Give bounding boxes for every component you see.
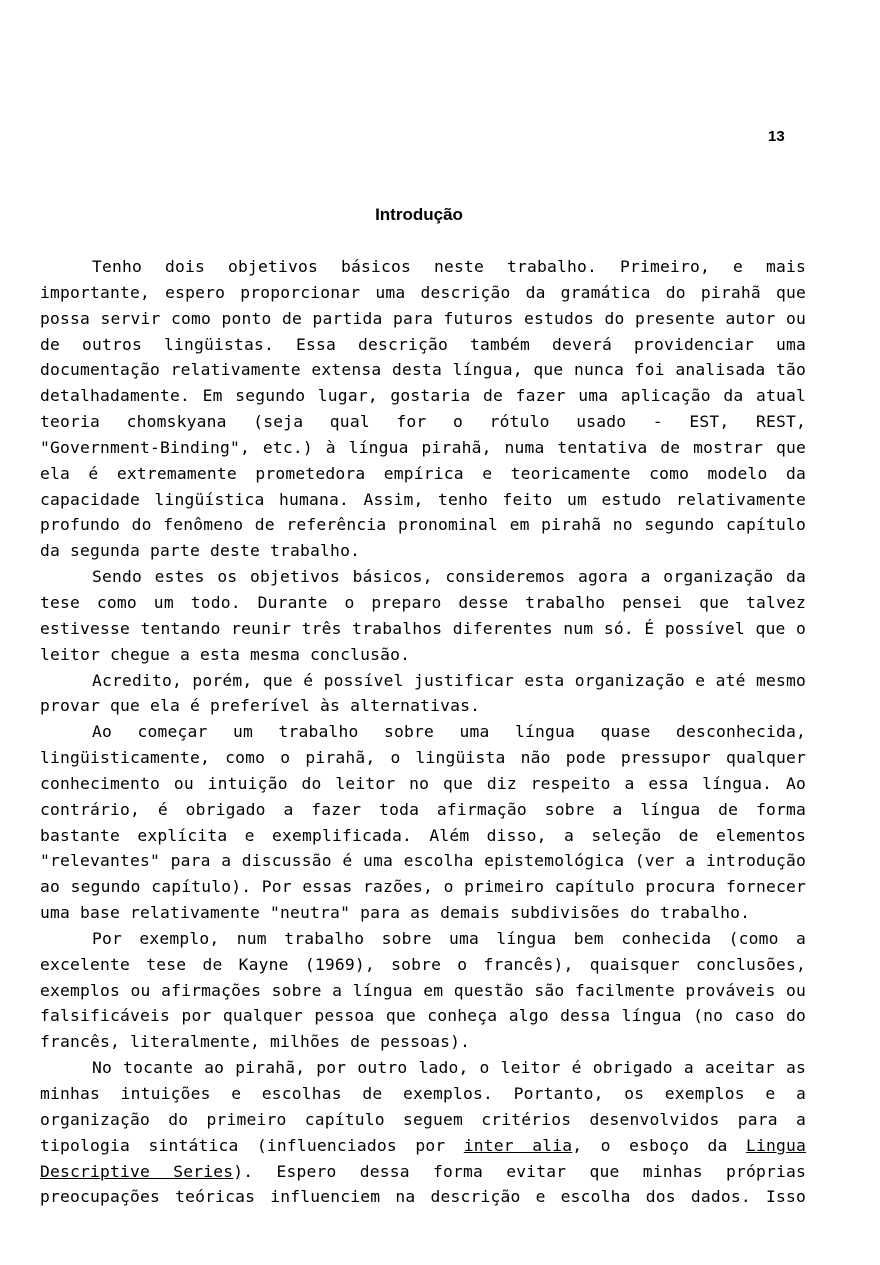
text-line: possa servir como ponto de partida para futuros estudos do presente autor ou [40,308,806,328]
text-fragment: ). Espero dessa forma evitar que minhas próprias [233,1161,806,1181]
text-line: Por exemplo, num trabalho sobre uma língua bem conhecida (como a [92,928,806,948]
text-line-with-emphasis [40,1159,806,1185]
underlined-phrase: inter alia [463,1135,573,1155]
text-line: leitor chegue a esta mesma conclusão. [40,644,411,664]
page-title: Introdução [375,205,463,224]
text-line: lingüisticamente, como o pirahã, o lingüista não pode pressupor qualquer [40,748,806,768]
text-line: Sendo estes os objetivos básicos, consideremos agora a organização da [92,567,806,587]
text-line: documentação relativamente extensa desta língua, que nunca foi analisada tão [40,360,806,380]
text-line: "relevantes" para a discussão é uma escolha epistemológica (ver a introdução [40,851,806,871]
text-line: bastante explícita e exemplificada. Além disso, a seleção de elementos [40,825,806,845]
text-line: estivesse tentando reunir três trabalhos diferentes num só. É possível que o [40,618,806,638]
text-line: exemplos ou afirmações sobre a língua em questão são facilmente prováveis ou [40,980,806,1000]
body-text [40,254,806,1210]
text-line: organização do primeiro capítulo seguem critérios desenvolvidos para a [40,1109,806,1129]
text-fragment: tipologia sintática (influenciados por [40,1135,446,1155]
text-line: profundo do fenômeno de referência pronominal em pirahã no segundo capítulo [40,515,806,535]
text-line: ela é extremamente prometedora empírica e teoricamente como modelo da [40,463,806,483]
text-line: ao segundo capítulo). Por essas razões, o primeiro capítulo procura fornecer [40,877,806,897]
text-line: tese como um todo. Durante o preparo desse trabalho pensei que talvez [40,592,806,612]
underlined-series-title: Lingua [745,1135,806,1155]
text-line-with-emphasis [40,1133,806,1159]
text-line: minhas intuições e escolhas de exemplos. Portanto, os exemplos e a [40,1084,806,1103]
text-line: falsificáveis por qualquer pessoa que conheça algo dessa língua (no caso do [40,1006,806,1026]
text-line: de outros lingüistas. Essa descrição também deverá providenciar uma [40,334,806,354]
text-line: francês, literalmente, milhões de pessoas). [40,1032,471,1052]
page-number: 13 [768,128,785,145]
text-line: da segunda parte deste trabalho. [40,541,361,561]
text-fragment: , o esboço da [572,1135,728,1155]
text-line: Acredito, porém, que é possível justificar esta organização e até mesmo [92,670,806,690]
text-line: "Government-Binding", etc.) à língua pirahã, numa tentativa de mostrar que [40,437,806,457]
text-line: No tocante ao pirahã, por outro lado, o leitor é obrigado a aceitar as [92,1058,806,1078]
text-line: uma base relativamente "neutra" para as demais subdivisões do trabalho. [40,903,751,923]
text-line: detalhadamente. Em segundo lugar, gostaria de fazer uma aplicação da atual [40,386,806,406]
text-line: conhecimento ou intuição do leitor no que diz respeito a essa língua. Ao [40,773,806,793]
text-line: importante, espero proporcionar uma descrição da gramática do pirahã que [40,282,806,302]
text-line: provar que ela é preferível às alternativas. [40,696,481,716]
text-line: capacidade lingüística humana. Assim, tenho feito um estudo relativamente [40,489,806,509]
underlined-series-title: Descriptive Series [40,1161,234,1181]
text-line: preocupações teóricas influenciem na descrição e escolha dos dados. Isso [40,1187,806,1207]
text-line: Tenho dois objetivos básicos neste trabalho. Primeiro, e mais [92,257,806,276]
text-line: excelente tese de Kayne (1969), sobre o francês), quaisquer conclusões, [40,954,806,974]
text-line: Ao começar um trabalho sobre uma língua quase desconhecida, [92,722,806,742]
text-line: teoria chomskyana (seja qual for o rótulo usado - EST, REST, [40,412,806,432]
text-line: contrário, é obrigado a fazer toda afirmação sobre a língua de forma [40,799,806,819]
